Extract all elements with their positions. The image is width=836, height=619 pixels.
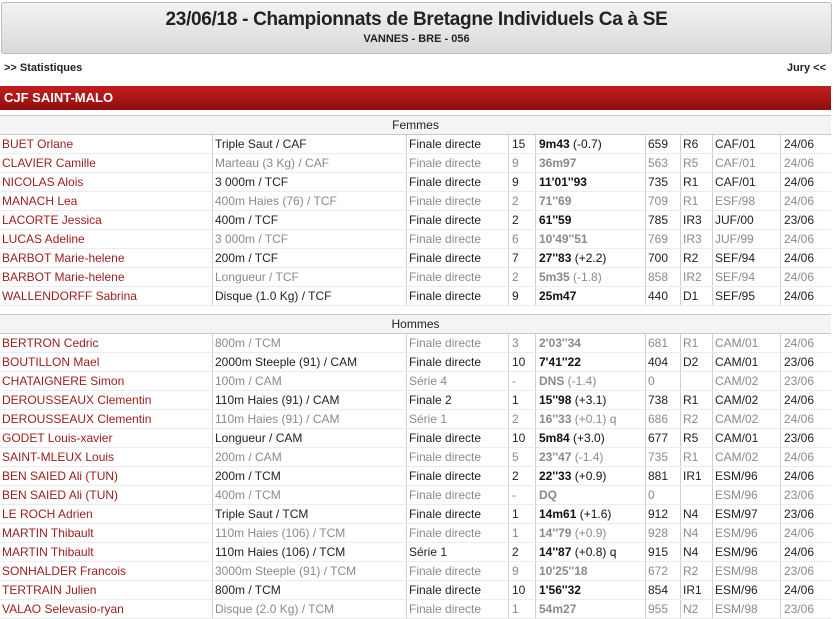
category-cell: CAM/02 (712, 391, 781, 409)
points-cell: 700 (645, 249, 681, 267)
performance-cell (535, 230, 647, 248)
event-cell: Marteau (3 Kg) / CAF (212, 154, 407, 172)
athlete-name-link[interactable]: BEN SAIED Ali (TUN) (2, 488, 119, 502)
athlete-name-link[interactable]: BARBOT Marie-helene (2, 251, 125, 265)
result-row (0, 230, 831, 249)
level-cell: D1 (680, 287, 713, 305)
result-row (0, 249, 831, 268)
place-cell: 1 (508, 391, 536, 409)
round-cell: Finale directe (406, 562, 509, 580)
athlete-name-link[interactable]: NICOLAS Alois (2, 175, 84, 189)
event-cell: Triple Saut / CAF (212, 135, 407, 153)
event-cell: 3 000m / TCF (212, 173, 407, 191)
place-cell: 2 (508, 268, 536, 286)
date-cell: 23/06 (780, 429, 834, 447)
category-cell: JUF/00 (712, 211, 781, 229)
athlete-name-link[interactable]: BEN SAIED Ali (TUN) (2, 469, 119, 483)
category-cell: ESM/96 (712, 581, 781, 599)
performance-cell (535, 543, 647, 561)
round-cell: Finale directe (406, 173, 509, 191)
performance-value: 27''83 (539, 251, 572, 265)
round-cell: Finale directe (406, 429, 509, 447)
level-cell: IR3 (680, 211, 713, 229)
category-cell: CAM/02 (712, 410, 781, 428)
athlete-name-link[interactable]: MARTIN Thibault (2, 545, 94, 559)
result-row (0, 154, 831, 173)
performance-value: 14''79 (539, 526, 572, 540)
result-row (0, 135, 831, 154)
category-cell: SEF/95 (712, 287, 781, 305)
page-subtitle: VANNES - BRE - 056 (363, 33, 470, 45)
result-row (0, 334, 831, 353)
place-cell: 1 (508, 600, 536, 618)
level-cell (680, 372, 713, 390)
date-cell: 24/06 (780, 154, 834, 172)
date-cell: 24/06 (780, 448, 834, 466)
performance-cell (535, 581, 647, 599)
result-row (0, 600, 831, 619)
level-cell: R1 (680, 192, 713, 210)
points-cell: 881 (645, 467, 681, 485)
date-cell: 24/06 (780, 524, 834, 542)
category-cell: ESM/98 (712, 562, 781, 580)
performance-value: 5m84 (539, 431, 570, 445)
category-cell: CAF/01 (712, 173, 781, 191)
performance-cell (535, 268, 647, 286)
category-cell: CAF/01 (712, 154, 781, 172)
date-cell: 23/06 (780, 372, 834, 390)
points-cell: 912 (645, 505, 681, 523)
performance-cell (535, 135, 647, 153)
event-cell: Longueur / TCF (212, 268, 407, 286)
athlete-name-link[interactable]: BOUTILLON Mael (2, 355, 100, 369)
athlete-name-link[interactable]: BERTRON Cedric (2, 336, 99, 350)
performance-cell (535, 562, 647, 580)
event-cell: Disque (2.0 Kg) / TCM (212, 600, 407, 618)
jury-link[interactable]: Jury << (786, 62, 826, 74)
place-cell: 2 (508, 467, 536, 485)
place-cell: 1 (508, 505, 536, 523)
category-cell: CAM/02 (712, 372, 781, 390)
result-row (0, 192, 831, 211)
round-cell: Finale directe (406, 268, 509, 286)
athlete-name-link[interactable]: SAINT-MLEUX Louis (2, 450, 115, 464)
performance-cell (535, 524, 647, 542)
place-cell: 2 (508, 192, 536, 210)
result-row (0, 287, 831, 306)
date-cell: 23/06 (780, 600, 834, 618)
result-row (0, 581, 831, 600)
performance-wind: (+1.6) (576, 507, 612, 521)
event-cell: Disque (1.0 Kg) / TCF (212, 287, 407, 305)
performance-value: 71''69 (539, 194, 572, 208)
section-gap (0, 306, 831, 314)
level-cell: R1 (680, 448, 713, 466)
points-cell: 915 (645, 543, 681, 561)
round-cell: Finale directe (406, 334, 509, 352)
date-cell: 23/06 (780, 562, 834, 580)
level-cell: R2 (680, 410, 713, 428)
performance-wind: (-1.4) (564, 374, 597, 388)
round-cell: Série 4 (406, 372, 509, 390)
club-header: CJF SAINT-MALO (0, 86, 831, 110)
result-row (0, 268, 831, 287)
round-cell: Finale directe (406, 581, 509, 599)
place-cell: 7 (508, 249, 536, 267)
category-cell: ESF/98 (712, 192, 781, 210)
points-cell: 709 (645, 192, 681, 210)
performance-wind: (-1.8) (569, 270, 602, 284)
performance-value: 5m35 (539, 270, 570, 284)
event-cell: 110m Haies (106) / TCM (212, 543, 407, 561)
result-row (0, 543, 831, 562)
round-cell: Finale directe (406, 486, 509, 504)
place-cell: 10 (508, 429, 536, 447)
event-cell: 800m / TCM (212, 581, 407, 599)
page-header (1, 2, 832, 54)
place-cell: 5 (508, 448, 536, 466)
performance-value: 7'41''22 (539, 355, 581, 369)
category-cell: ESM/96 (712, 524, 781, 542)
place-cell: 9 (508, 287, 536, 305)
level-cell: IR2 (680, 268, 713, 286)
level-cell: R5 (680, 429, 713, 447)
level-cell: IR3 (680, 230, 713, 248)
round-cell: Finale directe (406, 600, 509, 618)
date-cell: 23/06 (780, 211, 834, 229)
result-row (0, 372, 831, 391)
result-row (0, 448, 831, 467)
place-cell: 2 (508, 410, 536, 428)
athlete-name-link[interactable]: MARTIN Thibault (2, 526, 94, 540)
round-cell: Finale directe (406, 192, 509, 210)
nav-bar (4, 62, 826, 78)
place-cell: 15 (508, 135, 536, 153)
category-cell: CAM/01 (712, 429, 781, 447)
category-cell: ESM/97 (712, 505, 781, 523)
date-cell: 24/06 (780, 230, 834, 248)
place-cell: 9 (508, 173, 536, 191)
result-row (0, 173, 831, 192)
athlete-name-link[interactable]: MANACH Lea (2, 194, 78, 208)
performance-value: 15''98 (539, 393, 572, 407)
page-title: 23/06/18 - Championnats de Bretagne Individuels Ca à SE (165, 9, 668, 30)
athlete-name-link[interactable]: LACORTE Jessica (2, 213, 102, 227)
level-cell: R1 (680, 173, 713, 191)
athlete-name-link[interactable]: LUCAS Adeline (2, 232, 85, 246)
performance-cell (535, 173, 647, 191)
date-cell: 23/06 (780, 505, 834, 523)
date-cell: 24/06 (780, 249, 834, 267)
round-cell: Finale directe (406, 287, 509, 305)
performance-cell (535, 192, 647, 210)
performance-value: DNS (539, 374, 565, 388)
category-cell: JUF/99 (712, 230, 781, 248)
performance-value: 14''87 (539, 545, 572, 559)
performance-cell (535, 211, 647, 229)
event-cell: 110m Haies (106) / TCM (212, 524, 407, 542)
level-cell: R1 (680, 334, 713, 352)
points-cell: 0 (645, 486, 681, 504)
performance-cell (535, 287, 647, 305)
level-cell: R2 (680, 249, 713, 267)
performance-value: 36m97 (539, 156, 577, 170)
event-cell: 400m Haies (76) / TCF (212, 192, 407, 210)
points-cell: 785 (645, 211, 681, 229)
category-cell: CAM/02 (712, 448, 781, 466)
statistics-link[interactable]: >> Statistiques (4, 62, 83, 74)
place-cell: 2 (508, 543, 536, 561)
performance-cell (535, 353, 647, 371)
place-cell: - (508, 372, 536, 390)
category-cell: SEF/94 (712, 249, 781, 267)
category-cell: ESM/98 (712, 600, 781, 618)
date-cell: 23/06 (780, 353, 834, 371)
points-cell: 928 (645, 524, 681, 542)
section-header: Femmes (0, 115, 831, 135)
athlete-name-link[interactable]: DEROUSSEAUX Clementin (2, 412, 152, 426)
performance-cell (535, 429, 647, 447)
athlete-name-link[interactable]: SONHALDER Francois (2, 564, 127, 578)
performance-value: 16''33 (539, 412, 572, 426)
points-cell: 769 (645, 230, 681, 248)
performance-value: 10'49''51 (539, 232, 588, 246)
performance-value: 10'25''18 (539, 564, 588, 578)
level-cell: IR1 (680, 581, 713, 599)
round-cell: Finale directe (406, 524, 509, 542)
event-cell: 400m / TCM (212, 486, 407, 504)
category-cell: CAM/01 (712, 334, 781, 352)
performance-wind: (+0.9) (571, 469, 607, 483)
points-cell: 677 (645, 429, 681, 447)
date-cell: 24/06 (780, 135, 834, 153)
round-cell: Finale directe (406, 230, 509, 248)
date-cell: 24/06 (780, 334, 834, 352)
category-cell: ESM/96 (712, 543, 781, 561)
event-cell: 110m Haies (91) / CAM (212, 391, 407, 409)
performance-value: DQ (539, 488, 557, 502)
event-cell: 3000m Steeple (91) / TCM (212, 562, 407, 580)
date-cell: 24/06 (780, 410, 834, 428)
place-cell: - (508, 486, 536, 504)
level-cell: R5 (680, 154, 713, 172)
date-cell: 24/06 (780, 581, 834, 599)
performance-value: 14m61 (539, 507, 577, 521)
result-row (0, 467, 831, 486)
level-cell: R2 (680, 562, 713, 580)
performance-wind: (+0.8) q (571, 545, 617, 559)
level-cell (680, 486, 713, 504)
result-row (0, 524, 831, 543)
date-cell: 24/06 (780, 391, 834, 409)
round-cell: Série 1 (406, 410, 509, 428)
round-cell: Finale directe (406, 135, 509, 153)
performance-cell (535, 249, 647, 267)
performance-value: 11'01''93 (539, 175, 587, 189)
date-cell: 24/06 (780, 268, 834, 286)
points-cell: 440 (645, 287, 681, 305)
athlete-name-link[interactable]: BUET Orlane (2, 137, 74, 151)
date-cell: 24/06 (780, 467, 834, 485)
points-cell: 738 (645, 391, 681, 409)
performance-wind: (+3.0) (569, 431, 605, 445)
result-row (0, 391, 831, 410)
round-cell: Série 1 (406, 543, 509, 561)
date-cell: 24/06 (780, 173, 834, 191)
performance-cell (535, 600, 647, 618)
athlete-name-link[interactable]: WALLENDORFF Sabrina (2, 289, 137, 303)
round-cell: Finale directe (406, 467, 509, 485)
points-cell: 563 (645, 154, 681, 172)
event-cell: 800m / TCM (212, 334, 407, 352)
performance-cell (535, 334, 647, 352)
event-cell: 100m / CAM (212, 372, 407, 390)
athlete-name-link[interactable]: BARBOT Marie-helene (2, 270, 125, 284)
place-cell: 2 (508, 211, 536, 229)
athlete-name-link[interactable]: GODET Louis-xavier (2, 431, 113, 445)
category-cell: CAM/01 (712, 353, 781, 371)
category-cell: SEF/94 (712, 268, 781, 286)
round-cell: Finale directe (406, 154, 509, 172)
points-cell: 955 (645, 600, 681, 618)
performance-wind: (+3.1) (571, 393, 607, 407)
date-cell: 23/06 (780, 486, 834, 504)
level-cell: IR1 (680, 467, 713, 485)
athlete-name-link[interactable]: CLAVIER Camille (2, 156, 96, 170)
date-cell: 24/06 (780, 543, 834, 561)
event-cell: 3 000m / TCF (212, 230, 407, 248)
place-cell: 1 (508, 524, 536, 542)
performance-value: 9m43 (539, 137, 570, 151)
round-cell: Finale directe (406, 448, 509, 466)
event-cell: 110m Haies (91) / CAM (212, 410, 407, 428)
level-cell: N4 (680, 524, 713, 542)
points-cell: 681 (645, 334, 681, 352)
event-cell: Triple Saut / TCM (212, 505, 407, 523)
athlete-name-link[interactable]: DEROUSSEAUX Clementin (2, 393, 152, 407)
place-cell: 10 (508, 581, 536, 599)
event-cell: 200m / TCF (212, 249, 407, 267)
event-cell: Longueur / CAM (212, 429, 407, 447)
result-row (0, 562, 831, 581)
result-row (0, 486, 831, 505)
points-cell: 735 (645, 173, 681, 191)
performance-value: 25m47 (539, 289, 577, 303)
place-cell: 3 (508, 334, 536, 352)
results-table (0, 115, 831, 619)
points-cell: 404 (645, 353, 681, 371)
level-cell: R6 (680, 135, 713, 153)
performance-value: 22''33 (539, 469, 572, 483)
level-cell: D2 (680, 353, 713, 371)
performance-cell (535, 505, 647, 523)
date-cell: 24/06 (780, 287, 834, 305)
points-cell: 659 (645, 135, 681, 153)
date-cell: 24/06 (780, 192, 834, 210)
round-cell: Finale directe (406, 249, 509, 267)
round-cell: Finale 2 (406, 391, 509, 409)
performance-wind: (-1.4) (571, 450, 604, 464)
place-cell: 10 (508, 353, 536, 371)
performance-value: 1'56''32 (539, 583, 581, 597)
athlete-name-link[interactable]: CHATAIGNERE Simon (2, 374, 125, 388)
points-cell: 854 (645, 581, 681, 599)
event-cell: 200m / TCM (212, 467, 407, 485)
result-row (0, 429, 831, 448)
performance-cell (535, 448, 647, 466)
performance-wind: (+0.9) (571, 526, 607, 540)
result-row (0, 505, 831, 524)
athlete-name-link[interactable]: VALAO Selevasio-ryan (2, 602, 124, 616)
event-cell: 200m / CAM (212, 448, 407, 466)
performance-value: 54m27 (539, 602, 577, 616)
round-cell: Finale directe (406, 211, 509, 229)
performance-cell (535, 486, 647, 504)
performance-cell (535, 467, 647, 485)
points-cell: 735 (645, 448, 681, 466)
performance-cell (535, 410, 647, 428)
result-row (0, 410, 831, 429)
performance-cell (535, 154, 647, 172)
performance-cell (535, 391, 647, 409)
place-cell: 6 (508, 230, 536, 248)
points-cell: 672 (645, 562, 681, 580)
athlete-name-link[interactable]: TERTRAIN Julien (2, 583, 97, 597)
performance-wind: (-0.7) (569, 137, 602, 151)
performance-cell (535, 372, 647, 390)
points-cell: 858 (645, 268, 681, 286)
level-cell: N4 (680, 505, 713, 523)
level-cell: N4 (680, 543, 713, 561)
round-cell: Finale directe (406, 353, 509, 371)
level-cell: R1 (680, 391, 713, 409)
place-cell: 9 (508, 154, 536, 172)
performance-value: 23''47 (539, 450, 572, 464)
performance-wind: (+2.2) (571, 251, 607, 265)
performance-wind: (+0.1) q (571, 412, 617, 426)
category-cell: CAF/01 (712, 135, 781, 153)
category-cell: ESM/96 (712, 467, 781, 485)
performance-value: 61''59 (539, 213, 572, 227)
event-cell: 2000m Steeple (91) / CAM (212, 353, 407, 371)
category-cell: ESM/96 (712, 486, 781, 504)
athlete-name-link[interactable]: LE ROCH Adrien (2, 507, 93, 521)
section-header: Hommes (0, 314, 831, 334)
result-row (0, 211, 831, 230)
points-cell: 686 (645, 410, 681, 428)
points-cell: 0 (645, 372, 681, 390)
result-row (0, 353, 831, 372)
performance-value: 2'03''34 (539, 336, 581, 350)
place-cell: 9 (508, 562, 536, 580)
level-cell: N2 (680, 600, 713, 618)
round-cell: Finale directe (406, 505, 509, 523)
event-cell: 400m / TCF (212, 211, 407, 229)
